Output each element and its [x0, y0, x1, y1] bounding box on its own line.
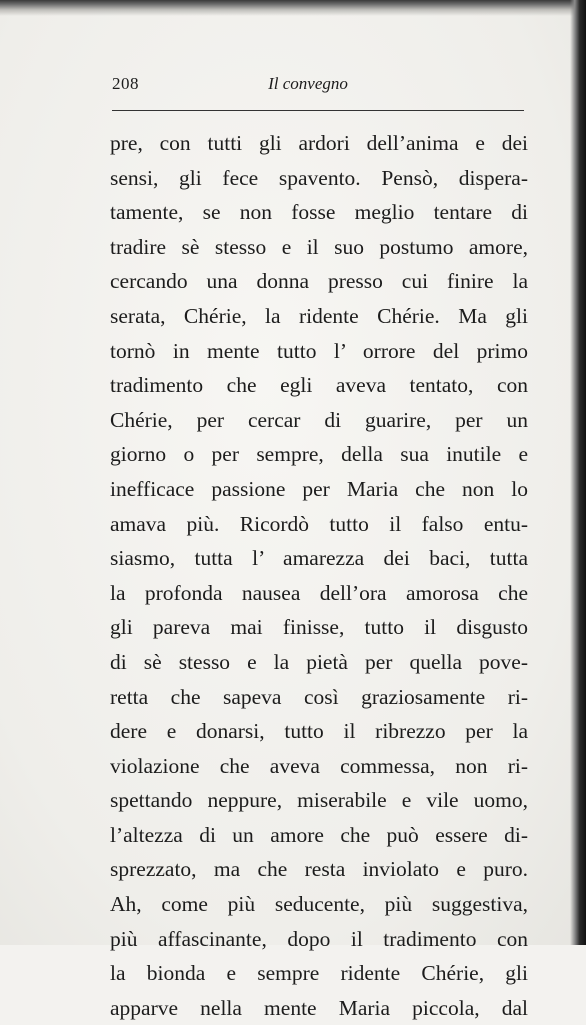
text-line: dere e donarsi, tutto il ribrezzo per la [110, 719, 528, 744]
text-line: inefficace passione per Maria che non lo [110, 476, 528, 501]
page-number: 208 [112, 74, 139, 93]
body-text [110, 126, 528, 1025]
text-line: l’altezza di un amore che può essere di- [110, 822, 528, 847]
text-line: tamente, se non fosse meglio tentare di [110, 200, 528, 225]
scan-binding-edge [570, 0, 586, 945]
text-line: tradire sè stesso e il suo postumo amore, [110, 234, 528, 259]
text-line: retta che sapeva così graziosamente ri- [110, 684, 528, 709]
header-rule [112, 110, 524, 111]
text-line: di sè stesso e la pietà per quella pove- [110, 649, 528, 674]
text-line: la profonda nausea dell’ora amorosa che [110, 580, 528, 605]
text-line: apparve nella mente Maria piccola, dal [110, 995, 528, 1020]
text-line: pre, con tutti gli ardori dell’anima e dei [110, 131, 528, 155]
text-line: amava più. Ricordò tutto il falso entu- [110, 511, 528, 536]
text-line: la bionda e sempre ridente Chérie, gli [110, 961, 528, 986]
running-title: Il convegno [268, 74, 348, 93]
text-line: Ah, come più seducente, più suggestiva, [110, 892, 528, 917]
text-line: spettando neppure, miserabile e vile uomo, [110, 788, 528, 813]
text-line: giorno o per sempre, della sua inutile e [110, 442, 528, 467]
text-line: sensi, gli fece spavento. Pensò, dispera- [110, 165, 528, 190]
text-line: gli pareva mai finisse, tutto il disgusto [110, 615, 528, 640]
text-line: violazione che aveva commessa, non ri- [110, 753, 528, 778]
text-line: cercando una donna presso cui finire la [110, 269, 528, 294]
text-line: sprezzato, ma che resta inviolato e puro. [110, 857, 528, 882]
scan-top-shadow [0, 0, 586, 16]
text-line: tornò in mente tutto l’ orrore del primo [110, 338, 528, 363]
text-line: tradimento che egli aveva tentato, con [110, 373, 528, 398]
text-line: più affascinante, dopo il tradimento con [110, 926, 528, 951]
text-line: serata, Chérie, la ridente Chérie. Ma gli [110, 303, 528, 328]
text-line: siasmo, tutta l’ amarezza dei baci, tutta [110, 546, 528, 571]
text-line: Chérie, per cercar di guarire, per un [110, 407, 528, 432]
